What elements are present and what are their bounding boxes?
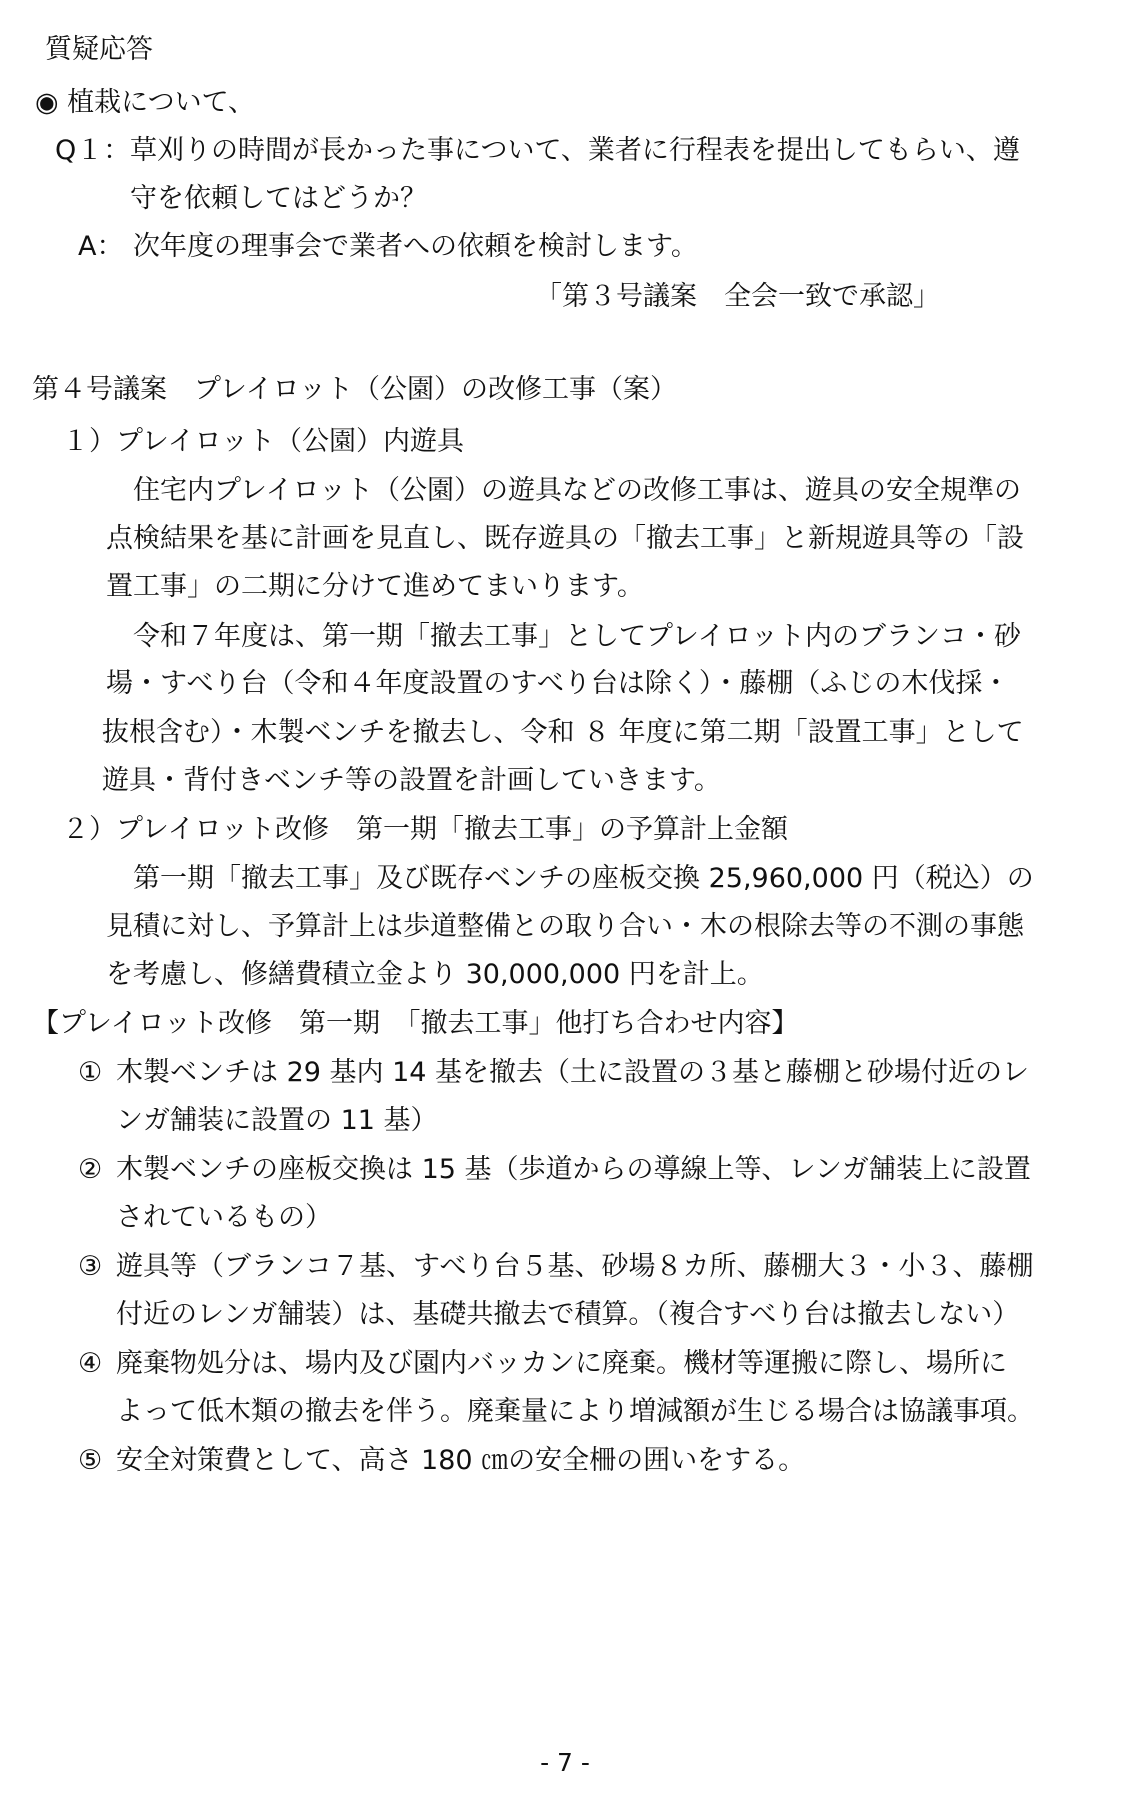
q1-text-line2: 守を依頼してはどうか？ [130,183,427,214]
qa-topic: ◉ 植栽について、 [35,87,256,118]
section1-para1-line: 置工事」の二期に分けて進めてまいります。 [106,571,644,602]
agenda4-title: 第４号議案 プレイロット（公園）の改修工事（案） [32,374,678,405]
q1-text-line1: 草刈りの時間が長かった事について、業者に行程表を提出してもらい、遵 [130,135,1020,166]
q1-label: Q１： [55,135,131,166]
section1-para1-line: 住宅内プレイロット（公園）の遊具などの改修工事は、遊具の安全規準の [133,475,1022,506]
item-marker: ② [78,1154,103,1185]
section2-para-line: を考慮し、修繕費積立金より 30,000,000 円を計上。 [106,959,764,990]
item-text-line: 木製ベンチは 29 基内 14 基を撤去（土に設置の３基と藤棚と砂場付近のレ [116,1057,1030,1088]
item-text-line: 木製ベンチの座板交換は 15 基（歩道からの導線上等、レンガ舗装上に設置 [116,1154,1031,1185]
item-text-line: 廃棄物処分は、場内及び園内バッカンに廃棄。機材等運搬に際し、場所に [116,1348,1007,1379]
item-marker: ④ [78,1348,103,1379]
item-text-line: 付近のレンガ舗装）は、基礎共撤去で積算。（複合すべり台は撤去しない） [116,1299,1020,1330]
item-marker: ⑤ [78,1445,103,1476]
approval-note: 「第３号議案 全会一致で承認」 [535,281,940,312]
section2-title: ２）プレイロット改修 第一期「撤去工事」の予算計上金額 [62,814,789,845]
section1-title: １）プレイロット（公園）内遊具 [62,426,465,457]
item-marker: ③ [78,1251,103,1282]
answer-label: A： [78,231,124,262]
section1-para2-line: 場・すべり台（令和４年度設置のすべり台は除く）・藤棚（ふじの木伐採・ [106,668,1010,699]
answer-text: 次年度の理事会で業者への依頼を検討します。 [133,231,698,262]
item-text-line: 安全対策費として、高さ 180 ㎝の安全柵の囲いをする。 [116,1445,806,1476]
section1-para2-line: 遊具・背付きベンチ等の設置を計画していきます。 [102,765,721,796]
item-text-line: 遊具等（ブランコ７基、すべり台５基、砂場８カ所、藤棚大３・小３、藤棚 [116,1251,1034,1282]
meeting-notes-title: 【プレイロット改修 第一期 「撤去工事」他打ち合わせ内容】 [32,1008,799,1039]
item-text-line: よって低木類の撤去を伴う。廃棄量により増減額が生じる場合は協議事項。 [116,1396,1034,1427]
section1-para2-line: 抜根含む）・木製ベンチを撤去し、令和 ８ 年度に第二期「設置工事」として [102,717,1024,748]
qa-heading: 質疑応答 [45,34,153,65]
section2-para-line: 見積に対し、予算計上は歩道整備との取り合い・木の根除去等の不測の事態 [106,911,1024,942]
item-text-line: ンガ舗装に設置の 11 基） [116,1105,438,1136]
item-marker: ① [78,1057,103,1088]
page-number: - 7 - [540,1748,590,1777]
section1-para1-line: 点検結果を基に計画を見直し、既存遊具の「撤去工事」と新規遊具等の「設 [106,523,1024,554]
item-text-line: されているもの） [116,1202,332,1233]
section2-para-line: 第一期「撤去工事」及び既存ベンチの座板交換 25,960,000 円（税込）の [133,863,1034,894]
section1-para2-line: 令和７年度は、第一期「撤去工事」としてプレイロット内のブランコ・砂 [133,621,1022,652]
